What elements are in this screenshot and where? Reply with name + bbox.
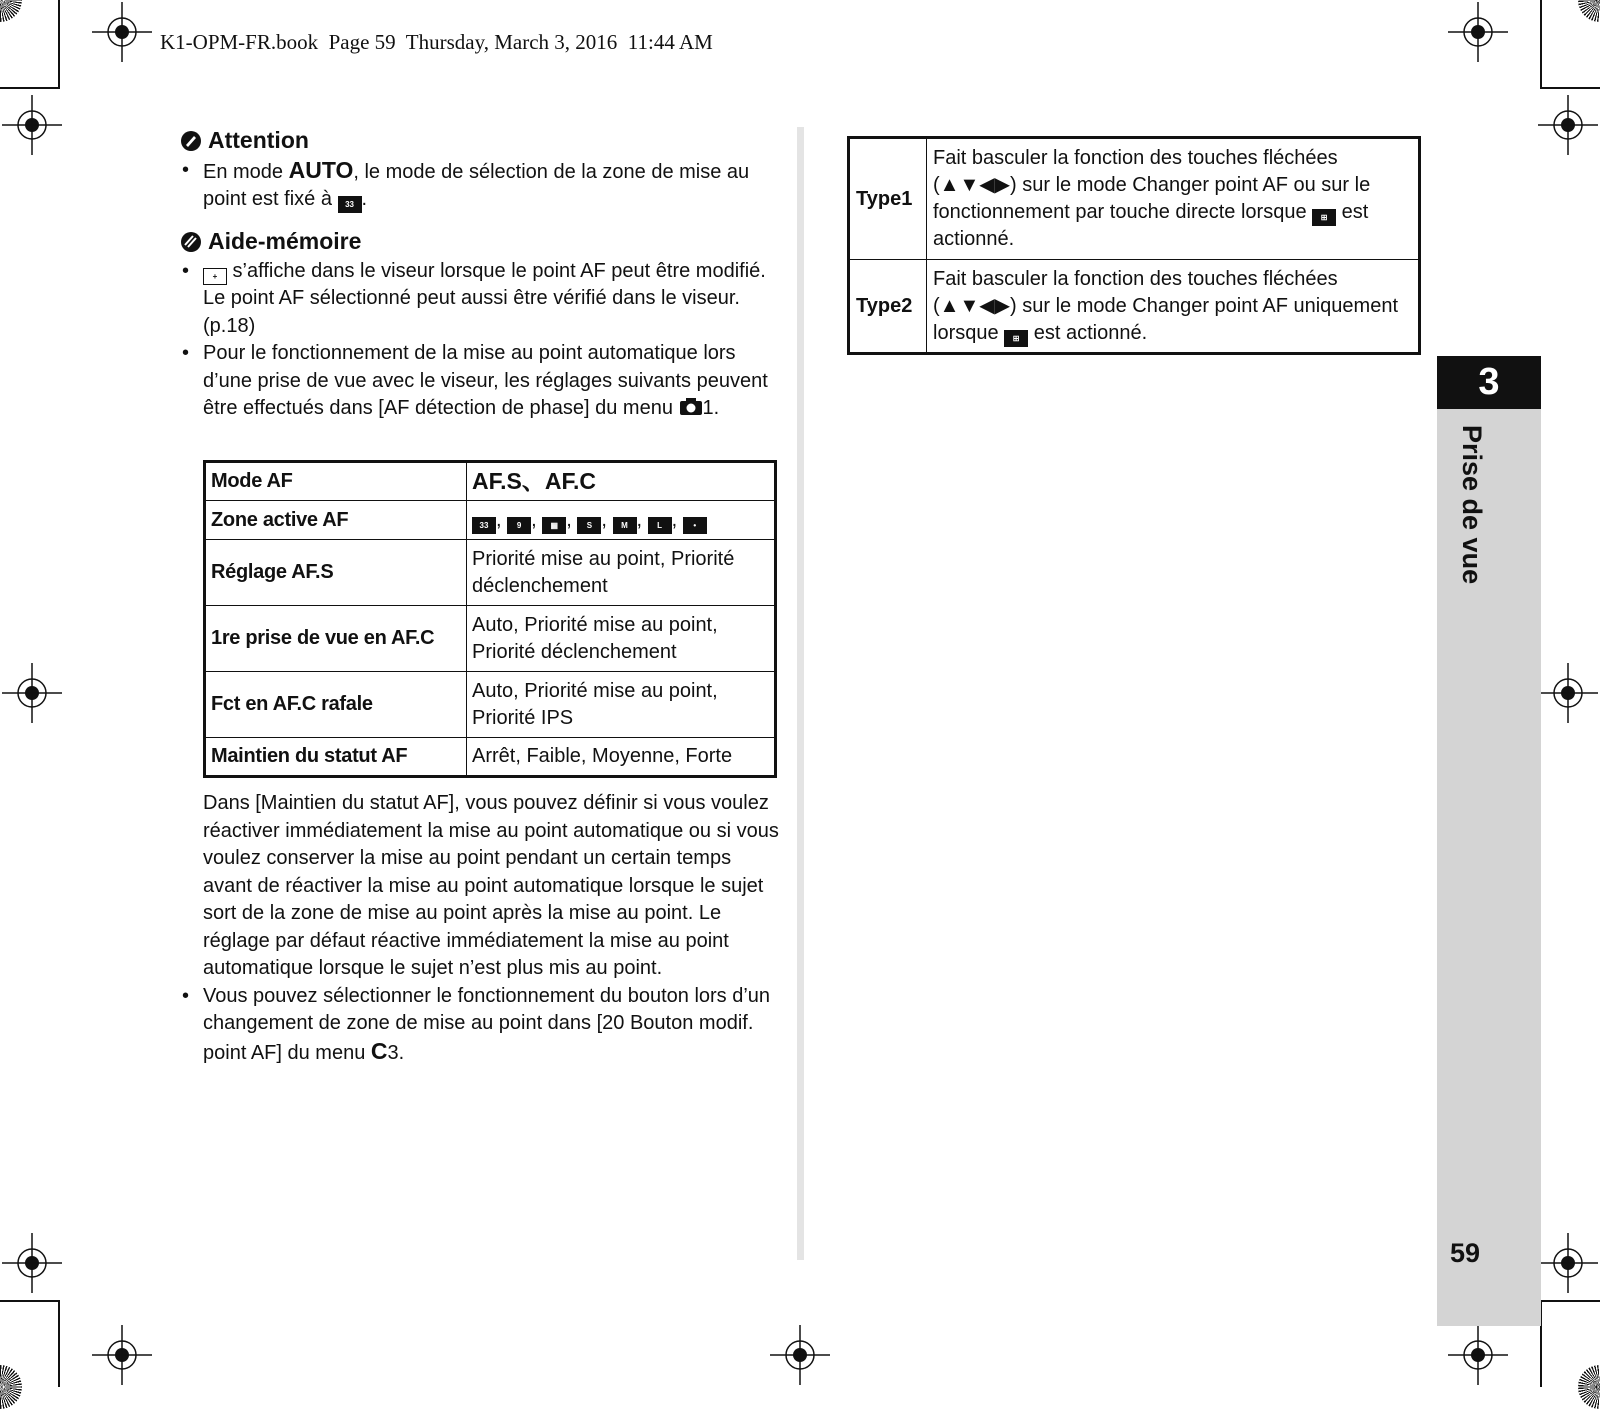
table-row xyxy=(849,260,1420,354)
attention-heading: Attention xyxy=(180,127,780,155)
table-cell-value: Fait basculer la fonction des touches fléchées (▲▼◀▶) sur le mode Changer point AF ou sur le fonctionnement par touche directe lorsque ⊞ est actionné. xyxy=(927,138,1420,260)
af-auto9-icon: 9 xyxy=(507,517,531,534)
af-area-icons: 33 , 9 , ▦ , S , M , L , • xyxy=(467,501,776,540)
af-point-change-icon: + xyxy=(203,268,227,285)
column-divider xyxy=(797,127,804,1260)
memo-bullet-2: • Pour le fonctionnement de la mise au point automatique lors d’une prise de vue avec le viseur, les réglages suivants peuvent être effectués dans [AF détection de phase] du menu 1. xyxy=(180,340,780,423)
table-cell-key: 1re prise de vue en AF.C xyxy=(205,606,467,672)
table-cell-key: Type1 xyxy=(849,138,927,260)
table-row xyxy=(205,606,776,672)
table-cell-key: Maintien du statut AF xyxy=(205,738,467,777)
type-table xyxy=(847,136,1421,355)
page-number: 59 xyxy=(1450,1238,1481,1268)
af-settings-table xyxy=(203,460,777,778)
table-cell-key: Zone active AF xyxy=(205,501,467,540)
memo-bullet-1: • + s’affiche dans le viseur lorsque le point AF peut être modifié. Le point AF sélectionné peut aussi être vérifié dans le viseur. (p.18) xyxy=(180,258,780,341)
table-row xyxy=(205,672,776,738)
chapter-label: Prise de vue xyxy=(1457,425,1487,585)
custom-menu-icon: C xyxy=(370,1037,388,1064)
af-sel-l-icon: L xyxy=(648,517,672,534)
af-sel-m-icon: M xyxy=(613,517,637,534)
table-row xyxy=(205,738,776,777)
memo-bullet-3: • Vous pouvez sélectionner le fonctionnement du bouton lors d’un changement de zone de mise au point dans [20 Bouton modif. point AF] du menu C3. xyxy=(180,983,780,1068)
table-row xyxy=(205,501,776,540)
af-auto33-icon: 33 xyxy=(472,517,496,534)
camera-icon xyxy=(679,397,703,416)
table-cell-key: Type2 xyxy=(849,260,927,354)
chapter-number: 3 xyxy=(1437,356,1541,409)
table-cell-value: AF.S、AF.C xyxy=(467,462,776,501)
table-cell-key: Réglage AF.S xyxy=(205,540,467,606)
memo-continued xyxy=(180,790,780,1067)
table-cell-value: Arrêt, Faible, Moyenne, Forte xyxy=(467,738,776,777)
table-cell-value: Auto, Priorité mise au point, Priorité IPS xyxy=(467,672,776,738)
table-cell-key: Mode AF xyxy=(205,462,467,501)
table-cell-value: Fait basculer la fonction des touches fléchées (▲▼◀▶) sur le mode Changer point AF uniquement lorsque ⊞ est actionné. xyxy=(927,260,1420,354)
af-spot-icon: • xyxy=(683,517,707,534)
attention-icon xyxy=(180,130,202,152)
af-sel-s-icon: S xyxy=(577,517,601,534)
table-row xyxy=(205,462,776,501)
af-zone-icon: ▦ xyxy=(542,517,566,534)
table-row xyxy=(205,540,776,606)
table-cell-value: Priorité mise au point, Priorité déclenchement xyxy=(467,540,776,606)
table-cell-key: Fct en AF.C rafale xyxy=(205,672,467,738)
af-select-button-icon: ⊞ xyxy=(1312,209,1336,226)
attention-section xyxy=(180,127,780,214)
af-select-button-icon: ⊞ xyxy=(1004,330,1028,347)
memo-icon xyxy=(180,231,202,253)
table-cell-value: Auto, Priorité mise au point, Priorité déclenchement xyxy=(467,606,776,672)
table-row xyxy=(849,138,1420,260)
book-header: K1-OPM-FR.book Page 59 Thursday, March 3, 2016 11:44 AM xyxy=(160,30,713,54)
af-area-auto33-icon: 33 xyxy=(338,196,362,213)
memo-heading: Aide-mémoire xyxy=(180,228,780,256)
memo-section xyxy=(180,228,780,423)
attention-bullet: • En mode AUTO, le mode de sélection de la zone de mise au point est fixé à 33 . xyxy=(180,157,780,214)
maintien-paragraph: Dans [Maintien du statut AF], vous pouvez définir si vous voulez réactiver immédiatement la mise au point automatique ou si vous voulez conserver la mise au point pendant un certain temps avant de réactiver la mise au point automatique lorsque le sujet sort de la zone de mise au point après la mise au point. Le réglage par défaut réactive immédiatement la mise au point automatique lorsque le sujet n’est plus mis au point. xyxy=(203,792,779,979)
